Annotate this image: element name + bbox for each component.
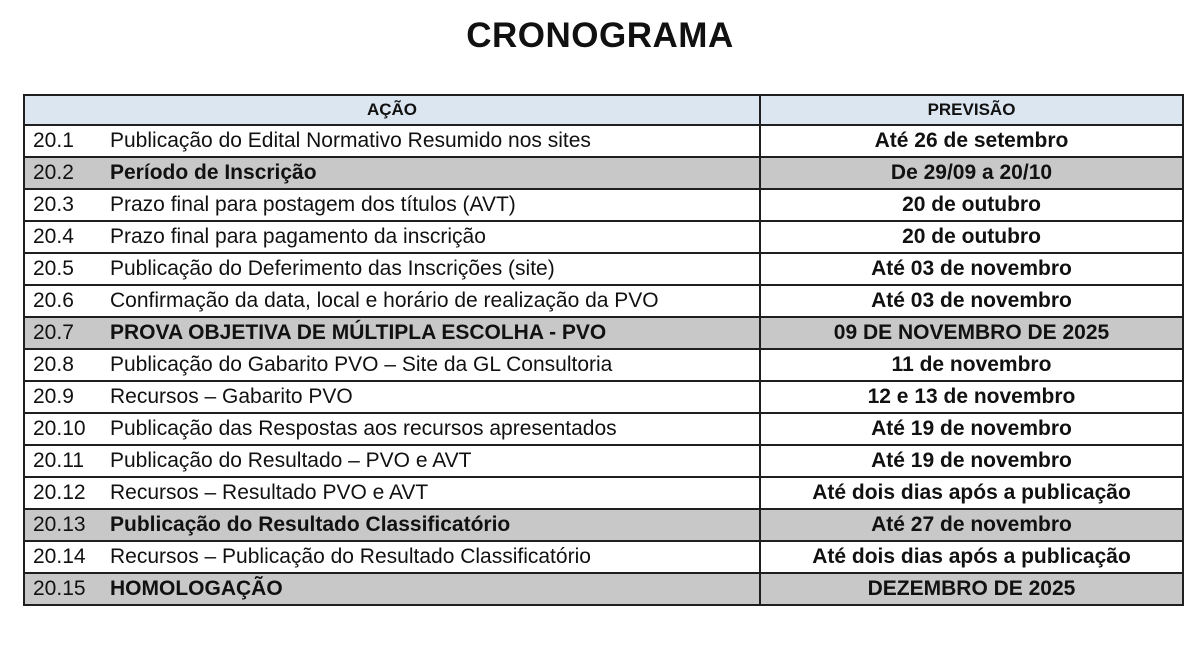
row-code: 20.5 (24, 253, 110, 285)
header-acao: AÇÃO (24, 95, 760, 125)
table-row (24, 509, 1183, 541)
table-row (24, 413, 1183, 445)
row-date: De 29/09 a 20/10 (760, 157, 1183, 189)
table-row (24, 285, 1183, 317)
table-row (24, 189, 1183, 221)
row-date: 20 de outubro (760, 221, 1183, 253)
row-date: Até dois dias após a publicação (760, 477, 1183, 509)
row-code: 20.1 (24, 125, 110, 157)
row-date: Até 03 de novembro (760, 253, 1183, 285)
row-date: 09 DE NOVEMBRO DE 2025 (760, 317, 1183, 349)
row-code: 20.4 (24, 221, 110, 253)
table-row (24, 573, 1183, 605)
row-action: PROVA OBJETIVA DE MÚLTIPLA ESCOLHA - PVO (110, 317, 760, 349)
row-date: Até dois dias após a publicação (760, 541, 1183, 573)
row-date: 12 e 13 de novembro (760, 381, 1183, 413)
row-action: Período de Inscrição (110, 157, 760, 189)
row-action: Prazo final para pagamento da inscrição (110, 221, 760, 253)
row-code: 20.14 (24, 541, 110, 573)
table-row (24, 221, 1183, 253)
row-action: Publicação do Edital Normativo Resumido nos sites (110, 125, 760, 157)
row-date: 20 de outubro (760, 189, 1183, 221)
row-code: 20.12 (24, 477, 110, 509)
row-code: 20.9 (24, 381, 110, 413)
row-date: Até 19 de novembro (760, 445, 1183, 477)
row-date: Até 03 de novembro (760, 285, 1183, 317)
row-action: HOMOLOGAÇÃO (110, 573, 760, 605)
row-action: Prazo final para postagem dos títulos (AVT) (110, 189, 760, 221)
table-row (24, 253, 1183, 285)
header-previsao: PREVISÃO (760, 95, 1183, 125)
row-action: Recursos – Gabarito PVO (110, 381, 760, 413)
table-row (24, 125, 1183, 157)
row-action: Recursos – Publicação do Resultado Classificatório (110, 541, 760, 573)
row-date: DEZEMBRO DE 2025 (760, 573, 1183, 605)
row-code: 20.3 (24, 189, 110, 221)
row-action: Recursos – Resultado PVO e AVT (110, 477, 760, 509)
table-row (24, 477, 1183, 509)
row-action: Confirmação da data, local e horário de realização da PVO (110, 285, 760, 317)
row-action: Publicação do Gabarito PVO – Site da GL Consultoria (110, 349, 760, 381)
row-code: 20.11 (24, 445, 110, 477)
row-action: Publicação do Deferimento das Inscrições (site) (110, 253, 760, 285)
table-row (24, 157, 1183, 189)
table-row (24, 349, 1183, 381)
table-row (24, 317, 1183, 349)
row-code: 20.13 (24, 509, 110, 541)
table-row (24, 381, 1183, 413)
row-date: Até 19 de novembro (760, 413, 1183, 445)
row-code: 20.2 (24, 157, 110, 189)
row-date: Até 26 de setembro (760, 125, 1183, 157)
row-code: 20.6 (24, 285, 110, 317)
row-code: 20.8 (24, 349, 110, 381)
row-action: Publicação do Resultado Classificatório (110, 509, 760, 541)
row-date: 11 de novembro (760, 349, 1183, 381)
page-title: CRONOGRAMA (466, 16, 734, 55)
table-row (24, 541, 1183, 573)
table-header-row (24, 95, 1183, 125)
row-action: Publicação das Respostas aos recursos apresentados (110, 413, 760, 445)
schedule-table (23, 94, 1184, 606)
row-code: 20.15 (24, 573, 110, 605)
row-code: 20.7 (24, 317, 110, 349)
row-action: Publicação do Resultado – PVO e AVT (110, 445, 760, 477)
row-code: 20.10 (24, 413, 110, 445)
row-date: Até 27 de novembro (760, 509, 1183, 541)
table-row (24, 445, 1183, 477)
